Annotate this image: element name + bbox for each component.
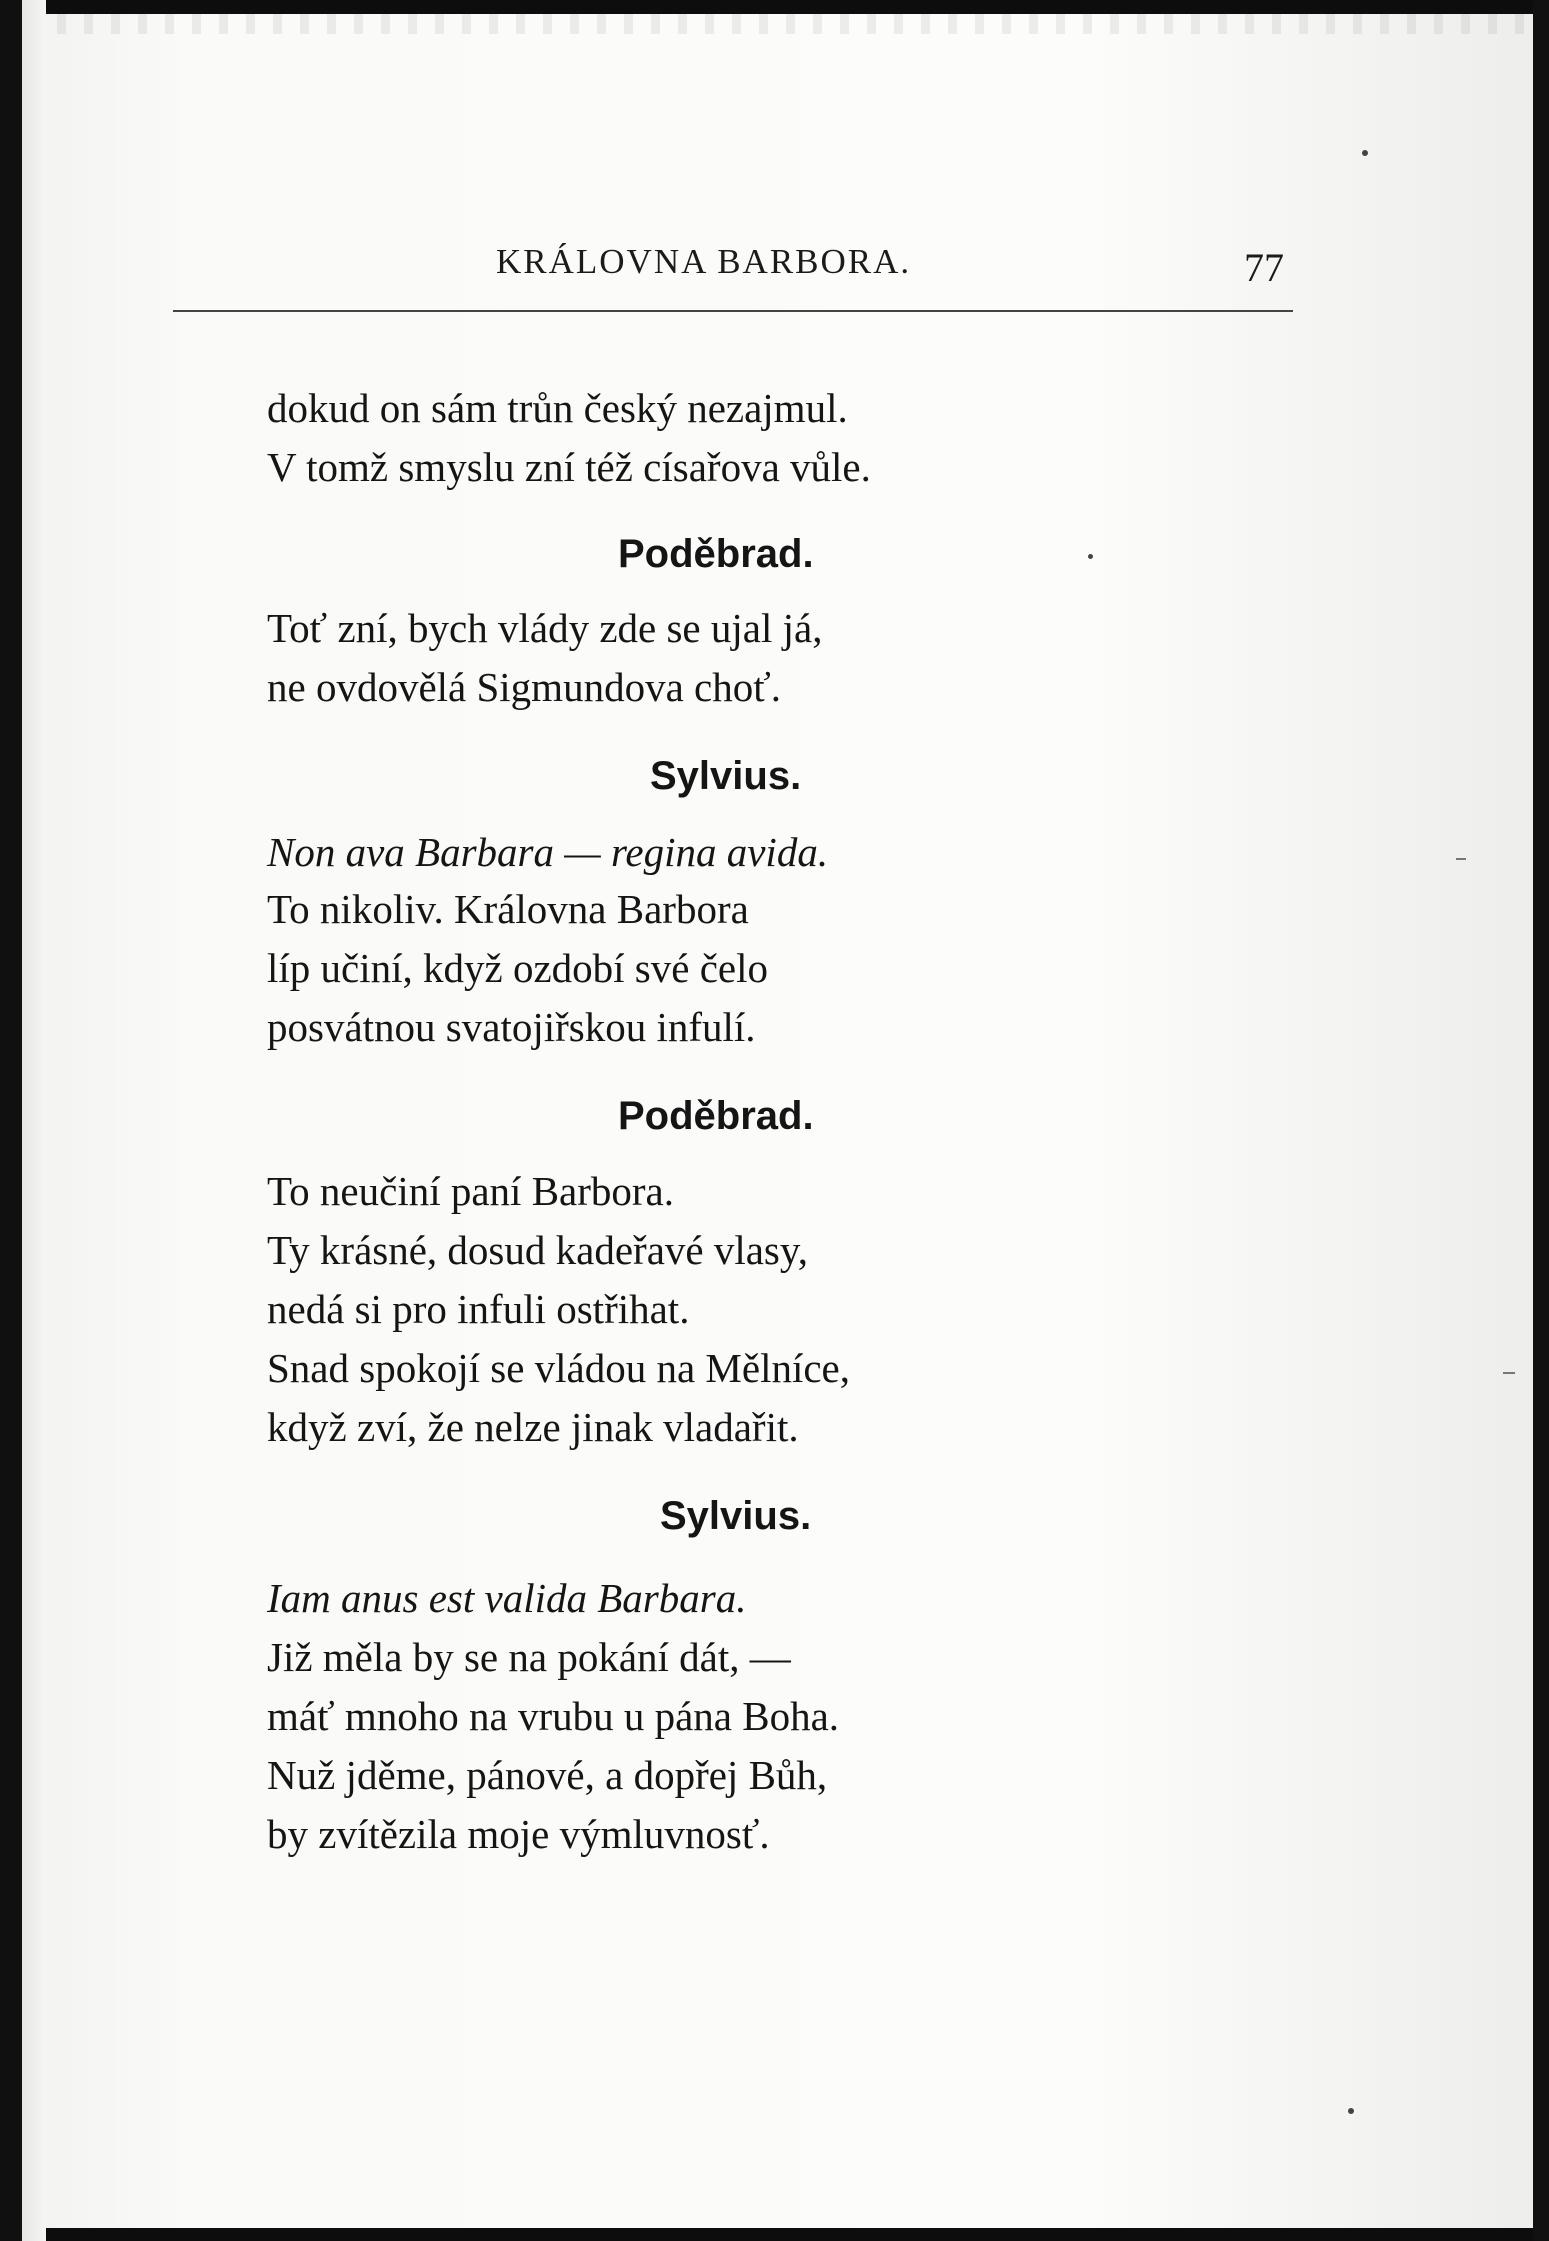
running-header: KRÁLOVNA BARBORA.: [496, 242, 912, 281]
latin-verse-line: Non ava Barbara — regina avida.: [267, 829, 829, 875]
verse-line: dokud on sám trůn český nezajmul.: [267, 385, 848, 431]
verse-line: Nuž jděme, pánové, a dopřej Bůh,: [267, 1752, 828, 1798]
page-number: 77: [1244, 245, 1284, 290]
right-scan-edge: [1533, 0, 1549, 2241]
verse-line: máť mnoho na vrubu u pána Boha.: [267, 1693, 840, 1739]
verse-line: Již měla by se na pokání dát, —: [267, 1634, 791, 1680]
scan-speck: [1348, 2108, 1354, 2114]
scan-speck: [1088, 554, 1093, 559]
verse-line: V tomž smyslu zní též císařova vůle.: [267, 444, 871, 490]
left-book-spine: [0, 0, 22, 2241]
verse-line: ne ovdovělá Sigmundova choť.: [267, 664, 781, 710]
scan-mark: [1503, 1372, 1515, 1374]
verse-line: líp učiní, když ozdobí své čelo: [267, 945, 768, 991]
scan-mark: [1456, 858, 1466, 860]
top-scan-noise: [30, 14, 1530, 34]
speaker-heading: Poděbrad.: [618, 532, 814, 576]
verse-line: Ty krásné, dosud kadeřavé vlasy,: [267, 1227, 808, 1273]
bottom-scan-edge: [0, 2228, 1549, 2241]
speaker-heading: Sylvius.: [650, 754, 802, 798]
verse-line: Snad spokojí se vládou na Mělníce,: [267, 1345, 851, 1391]
verse-line: Toť zní, bych vlády zde se ujal já,: [267, 605, 823, 651]
top-scan-edge: [0, 0, 1549, 14]
left-gutter-shadow: [22, 0, 46, 2241]
speaker-heading: Poděbrad.: [618, 1094, 814, 1138]
verse-line: nedá si pro infuli ostřihat.: [267, 1286, 690, 1332]
verse-line: když zví, že nelze jinak vladařit.: [267, 1404, 799, 1450]
header-rule: [173, 310, 1293, 312]
speaker-heading: Sylvius.: [660, 1494, 812, 1538]
verse-line: To nikoliv. Královna Barbora: [267, 886, 749, 932]
latin-verse-line: Iam anus est valida Barbara.: [267, 1575, 747, 1621]
verse-line: To neučiní paní Barbora.: [267, 1168, 674, 1214]
verse-line: by zvítězila moje výmluvnosť.: [267, 1811, 770, 1857]
verse-line: posvátnou svatojiřskou infulí.: [267, 1004, 756, 1050]
scan-speck: [1362, 150, 1368, 156]
